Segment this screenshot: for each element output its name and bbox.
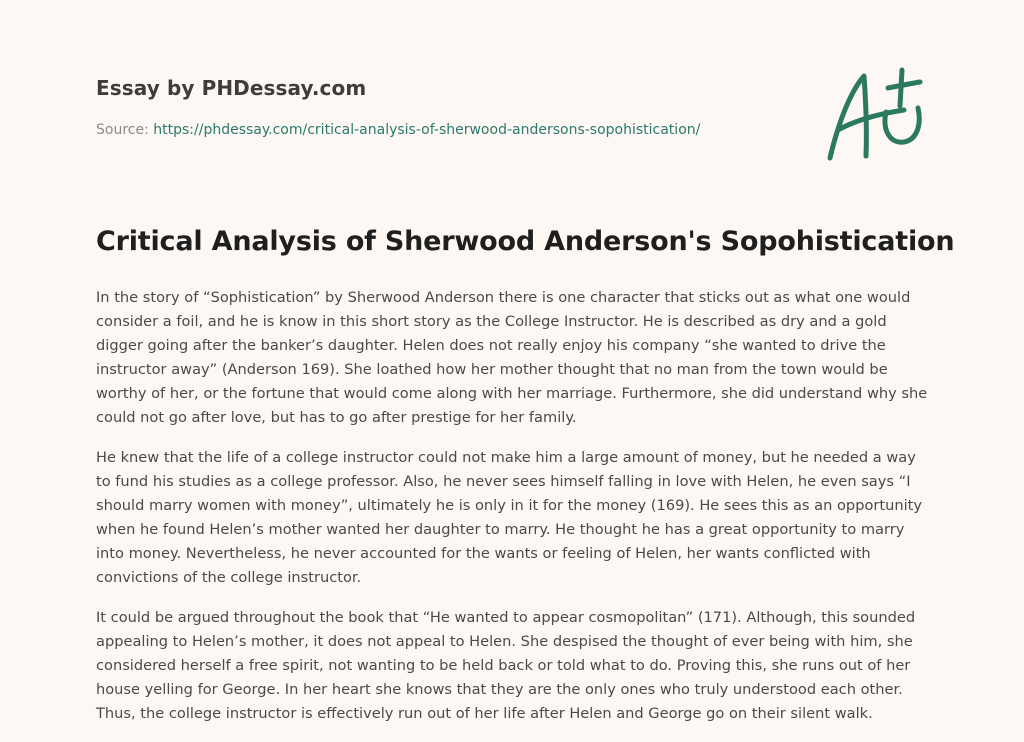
essay-paragraph: In the story of “Sophistication” by Sherwood Anderson there is one character that sticks out as what one would consider a foil, and he is know in this short story as the College Instructor. He is described as dry and a gold digger going after the banker’s daughter. Helen does not really enjoy his company “she wanted to drive the instructor away” (Anderson 169). She loathed how her mother thought that no man from the town would be worthy of her, or the fortune that would come along with her marriage. Furthermore, she did understand why she could not go after love, but has to go after prestige for her family.	[96, 289, 928, 426]
a-plus-logo-icon	[820, 64, 930, 168]
source-line	[96, 122, 796, 138]
page-header	[96, 76, 796, 138]
source-label: Source:	[96, 122, 154, 138]
essay-body	[96, 286, 931, 742]
source-link[interactable]: https://phdessay.com/critical-analysis-of-sherwood-andersons-sopohistication/	[153, 122, 701, 138]
site-brand: Essay by PHDessay.com	[96, 76, 367, 100]
essay-title: Critical Analysis of Sherwood Anderson's Sopohistication	[96, 226, 955, 257]
essay-paragraph: It could be argued throughout the book that “He wanted to appear cosmopolitan” (171). Although, this sounded appealing to Helen’s mother, it does not appeal to Helen. She despised the thought of ever being with him, she considered herself a free spirit, not wanting to be held back or told what to do. Proving this, she runs out of her house yelling for George. In her heart she knows that they are the only ones who truly understood each other. Thus, the college instructor is effectively run out of her life after Helen and George go on their silent walk.	[96, 609, 916, 722]
essay-paragraph: He knew that the life of a college instructor could not make him a large amount of money, but he needed a way to fund his studies as a college professor. Also, he never sees himself falling in love with Helen, he even says “I should marry women with money”, ultimately he is only in it for the money (169). He sees this as an opportunity when he found Helen’s mother wanted her daughter to marry. He thought he has a great opportunity to marry into money. Nevertheless, he never accounted for the wants or feeling of Helen, her wants conflicted with convictions of the college instructor.	[96, 449, 923, 586]
